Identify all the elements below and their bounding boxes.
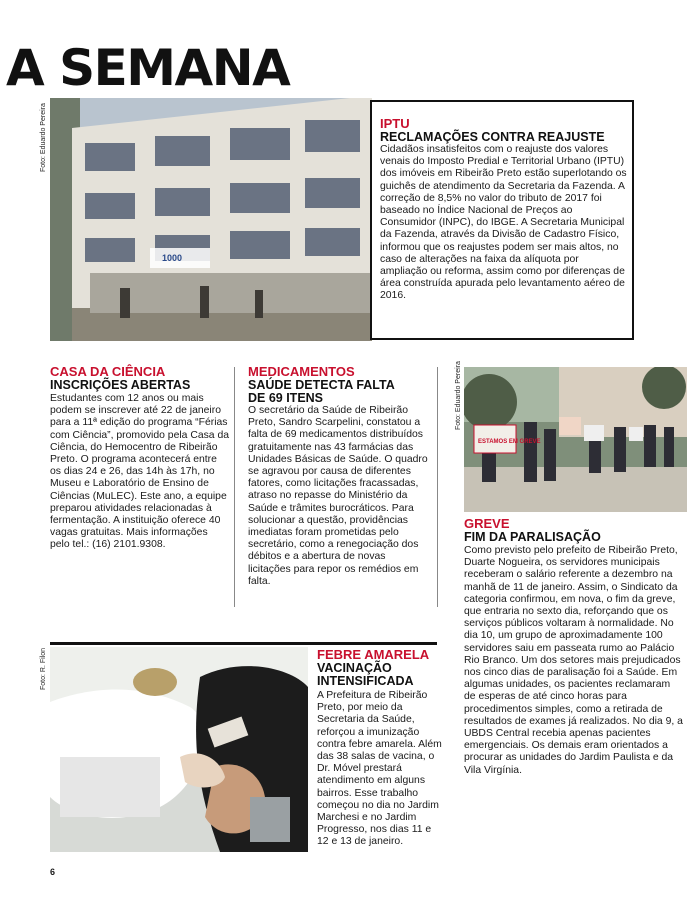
photo-vaccination [50,647,308,852]
medicamentos-kicker: MEDICAMENTOS [248,364,355,379]
iptu-headline: RECLAMAÇÕES CONTRA REAJUSTE [380,130,605,144]
febre-body-text: A Prefeitura de Ribeirão Preto, por meio da Secretaria da Saúde, reforçou a imunização contra febre amarela. Além das 38 salas de vacina, o Dr. Móvel prestará atendimento em alguns bairros. Esse trabalho começou no dia no Jardim Marchesi e no Jardim Progresso, nos dias 11 e 12 e 13 de janeiro. [317,690,442,848]
greve-body-text: Como previsto pelo prefeito de Ribeirão Preto, Duarte Nogueira, os servidores municipais receberam o salário referente a dezembro na manhã de 11 de janeiro. Assim, o Sindicato da categoria confirmou, em nova, o fim da greve, que entraria no sexto dia, reforçando que os serviços públicos voltaram à normalidade. No dia 10, um grupo de aproximadamente 100 servidores saiu em passeata rumo ao Palácio Rio Branco. Um dos setores mais prejudicados nos cinco dias de paralisação foi a Saúde. Em algumas unidades, os pacientes reclamaram de esperas de até cinco horas para procedimentos simples, como a retirada de resultados de exames já realizados. No dia 9, a UBDS Central recebia apenas pacientes emergenciais. Os demais eram orientados a procurar as unidades do Jardim Paulista e da Vila Virgínia. [464,545,683,776]
photo-protest [464,367,687,512]
febre-headline: VACINAÇÃO INTENSIFICADA [317,661,414,688]
medicamentos-headline: SAÚDE DETECTA FALTA DE 69 ITENS [248,378,395,405]
section-rule [50,642,437,645]
greve-headline: FIM DA PARALISAÇÃO [464,530,601,544]
febre-kicker: FEBRE AMARELA [317,647,430,662]
photo-credit-febre: Foto: R. Filon [40,647,47,690]
casa-headline: INSCRIÇÕES ABERTAS [50,378,191,392]
casa-body-text: Estudantes com 12 anos ou mais podem se inscrever até 22 de janeiro para a 11ª edição do programa “Férias com Ciência”, promovido pela Casa da Ciência, do Hemocentro de Ribeirão Preto. O programa acontecerá entre os dias 24 e 26, das 14h às 17h, no Museu e Laboratório de Ensino de Ciências (MuLEC). Este ano, a equipe preparou atividades relacionadas à fermentação. A instituição oferece 40 vagas gratuitas. Mais informações pelo tel.: (16) 2101.9308. [50,393,230,551]
photo-credit-iptu: Foto: Eduardo Pereira [40,103,47,172]
building-number-text: 1000 [162,253,183,263]
page-number: 6 [50,867,56,877]
iptu-kicker: IPTU [380,116,410,131]
strike-sign-text: ESTAMOS EM GREVE [478,439,541,445]
photo-building [50,98,372,341]
medicamentos-body-text: O secretário da Saúde de Ribeirão Preto, Sandro Scarpelini, constatou a falta de 69 medicamentos distribuídos gratuitamente nas 43 farmácias das Unidades Básicas de Saúde. O quadro se agravou por causa de diferentes fatores, como licitações fracassadas, atraso no repasse do Ministério da Saúde e trâmites burocráticos. Para solucionar a questão, providências imediatas foram prometidas pelo secretário, como a renegociação dos débitos e a abertura de novas licitações para repor os remédios em falta. [248,405,428,587]
casa-kicker: CASA DA CIÊNCIA [50,364,166,379]
greve-kicker: GREVE [464,516,510,531]
photo-credit-greve: Foto: Eduardo Pereira [455,361,462,430]
column-divider-1 [234,367,235,607]
masthead-title: A SEMANA [6,39,290,97]
iptu-body-text: Cidadãos insatisfeitos com o reajuste dos valores venais do Imposto Predial e Territorial Urbano (IPTU) dos imóveis em Ribeirão Preto estão superlotando os guichês de atendimento da Secretaria da Fazenda. A correção de 8,5% no valor do tributo de 2017 foi baseado no Índice Nacional de Preços ao Consumidor (INPC), do IBGE. A Secretaria Municipal da Fazenda, através da Divisão de Cadastro Físico, informou que os reajustes podem ser mais altos, no caso de alterações na faixa da alíquota por ampliação ou reforma, assim como por diferenças de área construída apurada pelo levantamento aéreo de 2016. [380,144,627,302]
column-divider-2 [437,367,438,607]
